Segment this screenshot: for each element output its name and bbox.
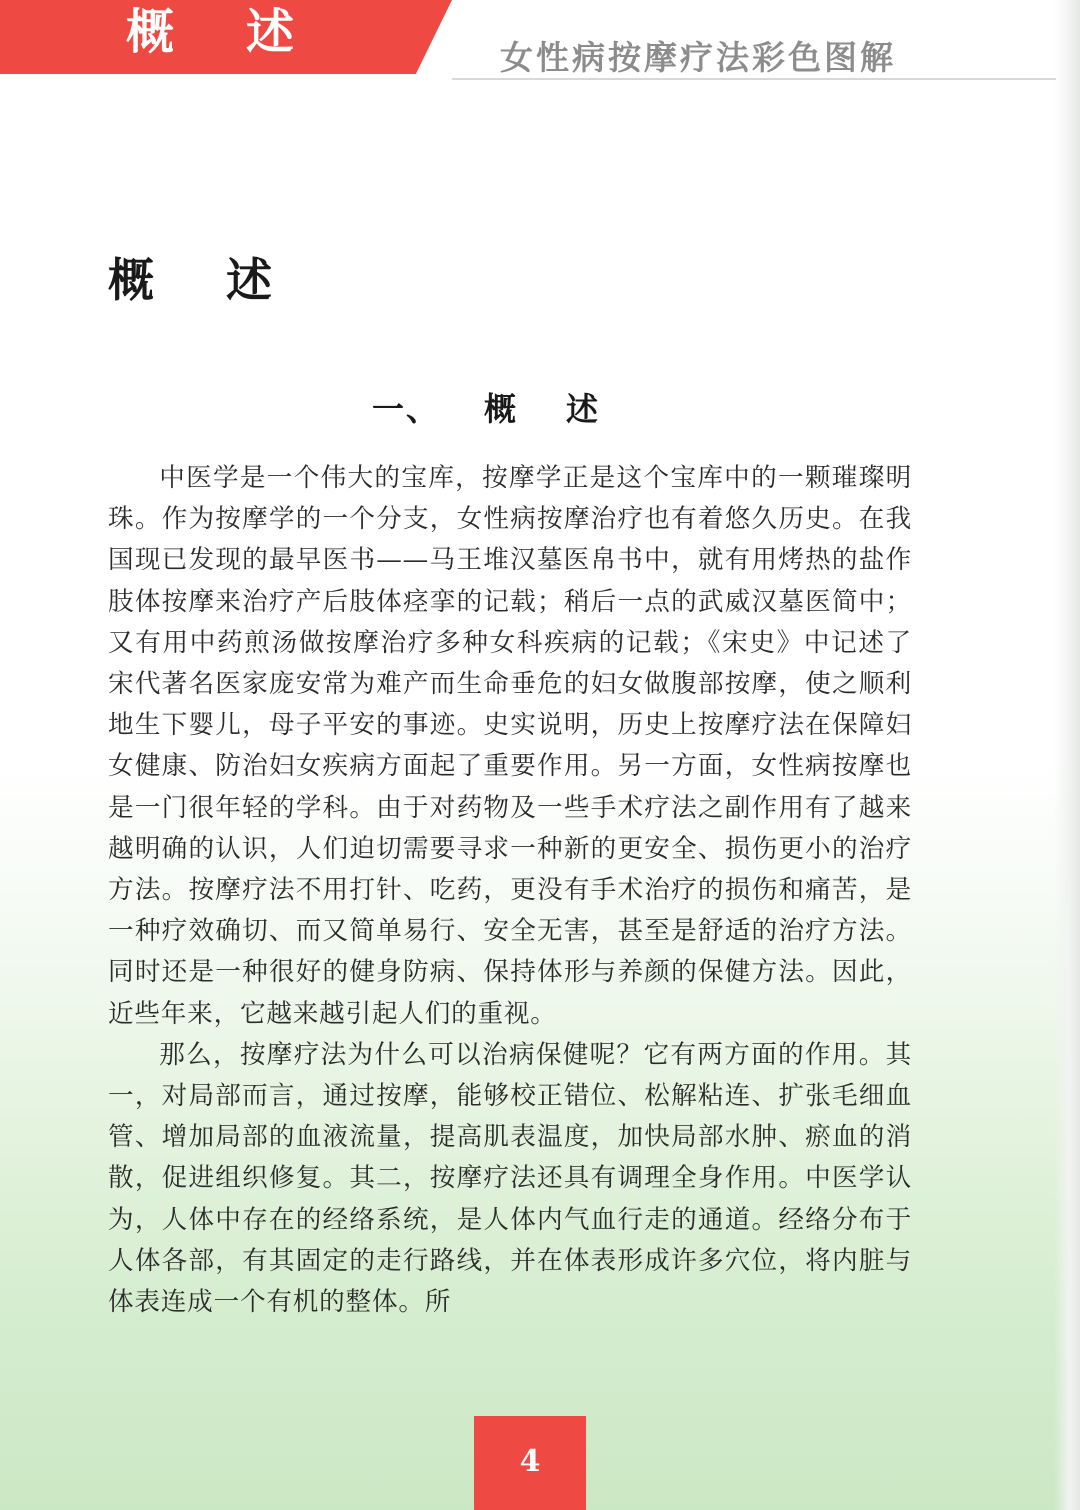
- running-book-title: 女性病按摩疗法彩色图解: [500, 38, 896, 77]
- body-text: [108, 458, 912, 1323]
- header-section-tab-label: 概述: [126, 4, 367, 60]
- section-title: 概述: [484, 390, 649, 428]
- section-number: 一、: [371, 390, 440, 428]
- paragraph: 那么，按摩疗法为什么可以治病保健呢？它有两方面的作用。其一，对局部而言，通过按摩，能够校正错位、松解粘连、扩张毛细血管、增加局部的血液流量，提高肌表温度，加快局部水肿、瘀血的消散，促进组织修复。其二，按摩疗法还具有调理全身作用。中医学认为，人体中存在的经络系统，是人体内气血行走的通道。经络分布于人体各部，有其固定的走行路线，并在体表形成许多穴位，将内脏与体表连成一个有机的整体。所: [108, 1039, 912, 1318]
- page-edge-shadow: [1054, 0, 1080, 1510]
- chapter-title: 概述: [108, 253, 344, 307]
- section-heading: [0, 386, 1020, 432]
- header-divider: [452, 78, 1056, 80]
- paragraph: 中医学是一个伟大的宝库，按摩学正是这个宝库中的一颗璀璨明珠。作为按摩学的一个分支，女性病按摩治疗也有着悠久历史。在我国现已发现的最早医书——马王堆汉墓医帛书中，就有用烤热的盐作肢体按摩来治疗产后肢体痉挛的记载；稍后一点的武威汉墓医简中；又有用中药煎汤做按摩治疗多种女科疾病的记载；《宋史》中记述了宋代著名医家庞安常为难产而生命垂危的妇女做腹部按摩，使之顺利地生下婴儿，母子平安的事迹。史实说明，历史上按摩疗法在保障妇女健康、防治妇女疾病方面起了重要作用。另一方面，女性病按摩也是一门很年轻的学科。由于对药物及一些手术疗法之副作用有了越来越明确的认识，人们迫切需要寻求一种新的更安全、损伤更小的治疗方法。按摩疗法不用打针、吃药，更没有手术治疗的损伤和痛苦，是一种疗效确切、而又简单易行、安全无害，甚至是舒适的治疗方法。同时还是一种很好的健身防病、保持体形与养颜的保健方法。因此，近些年来，它越来越引起人们的重视。: [108, 463, 912, 1029]
- page-number: 4: [519, 1444, 541, 1479]
